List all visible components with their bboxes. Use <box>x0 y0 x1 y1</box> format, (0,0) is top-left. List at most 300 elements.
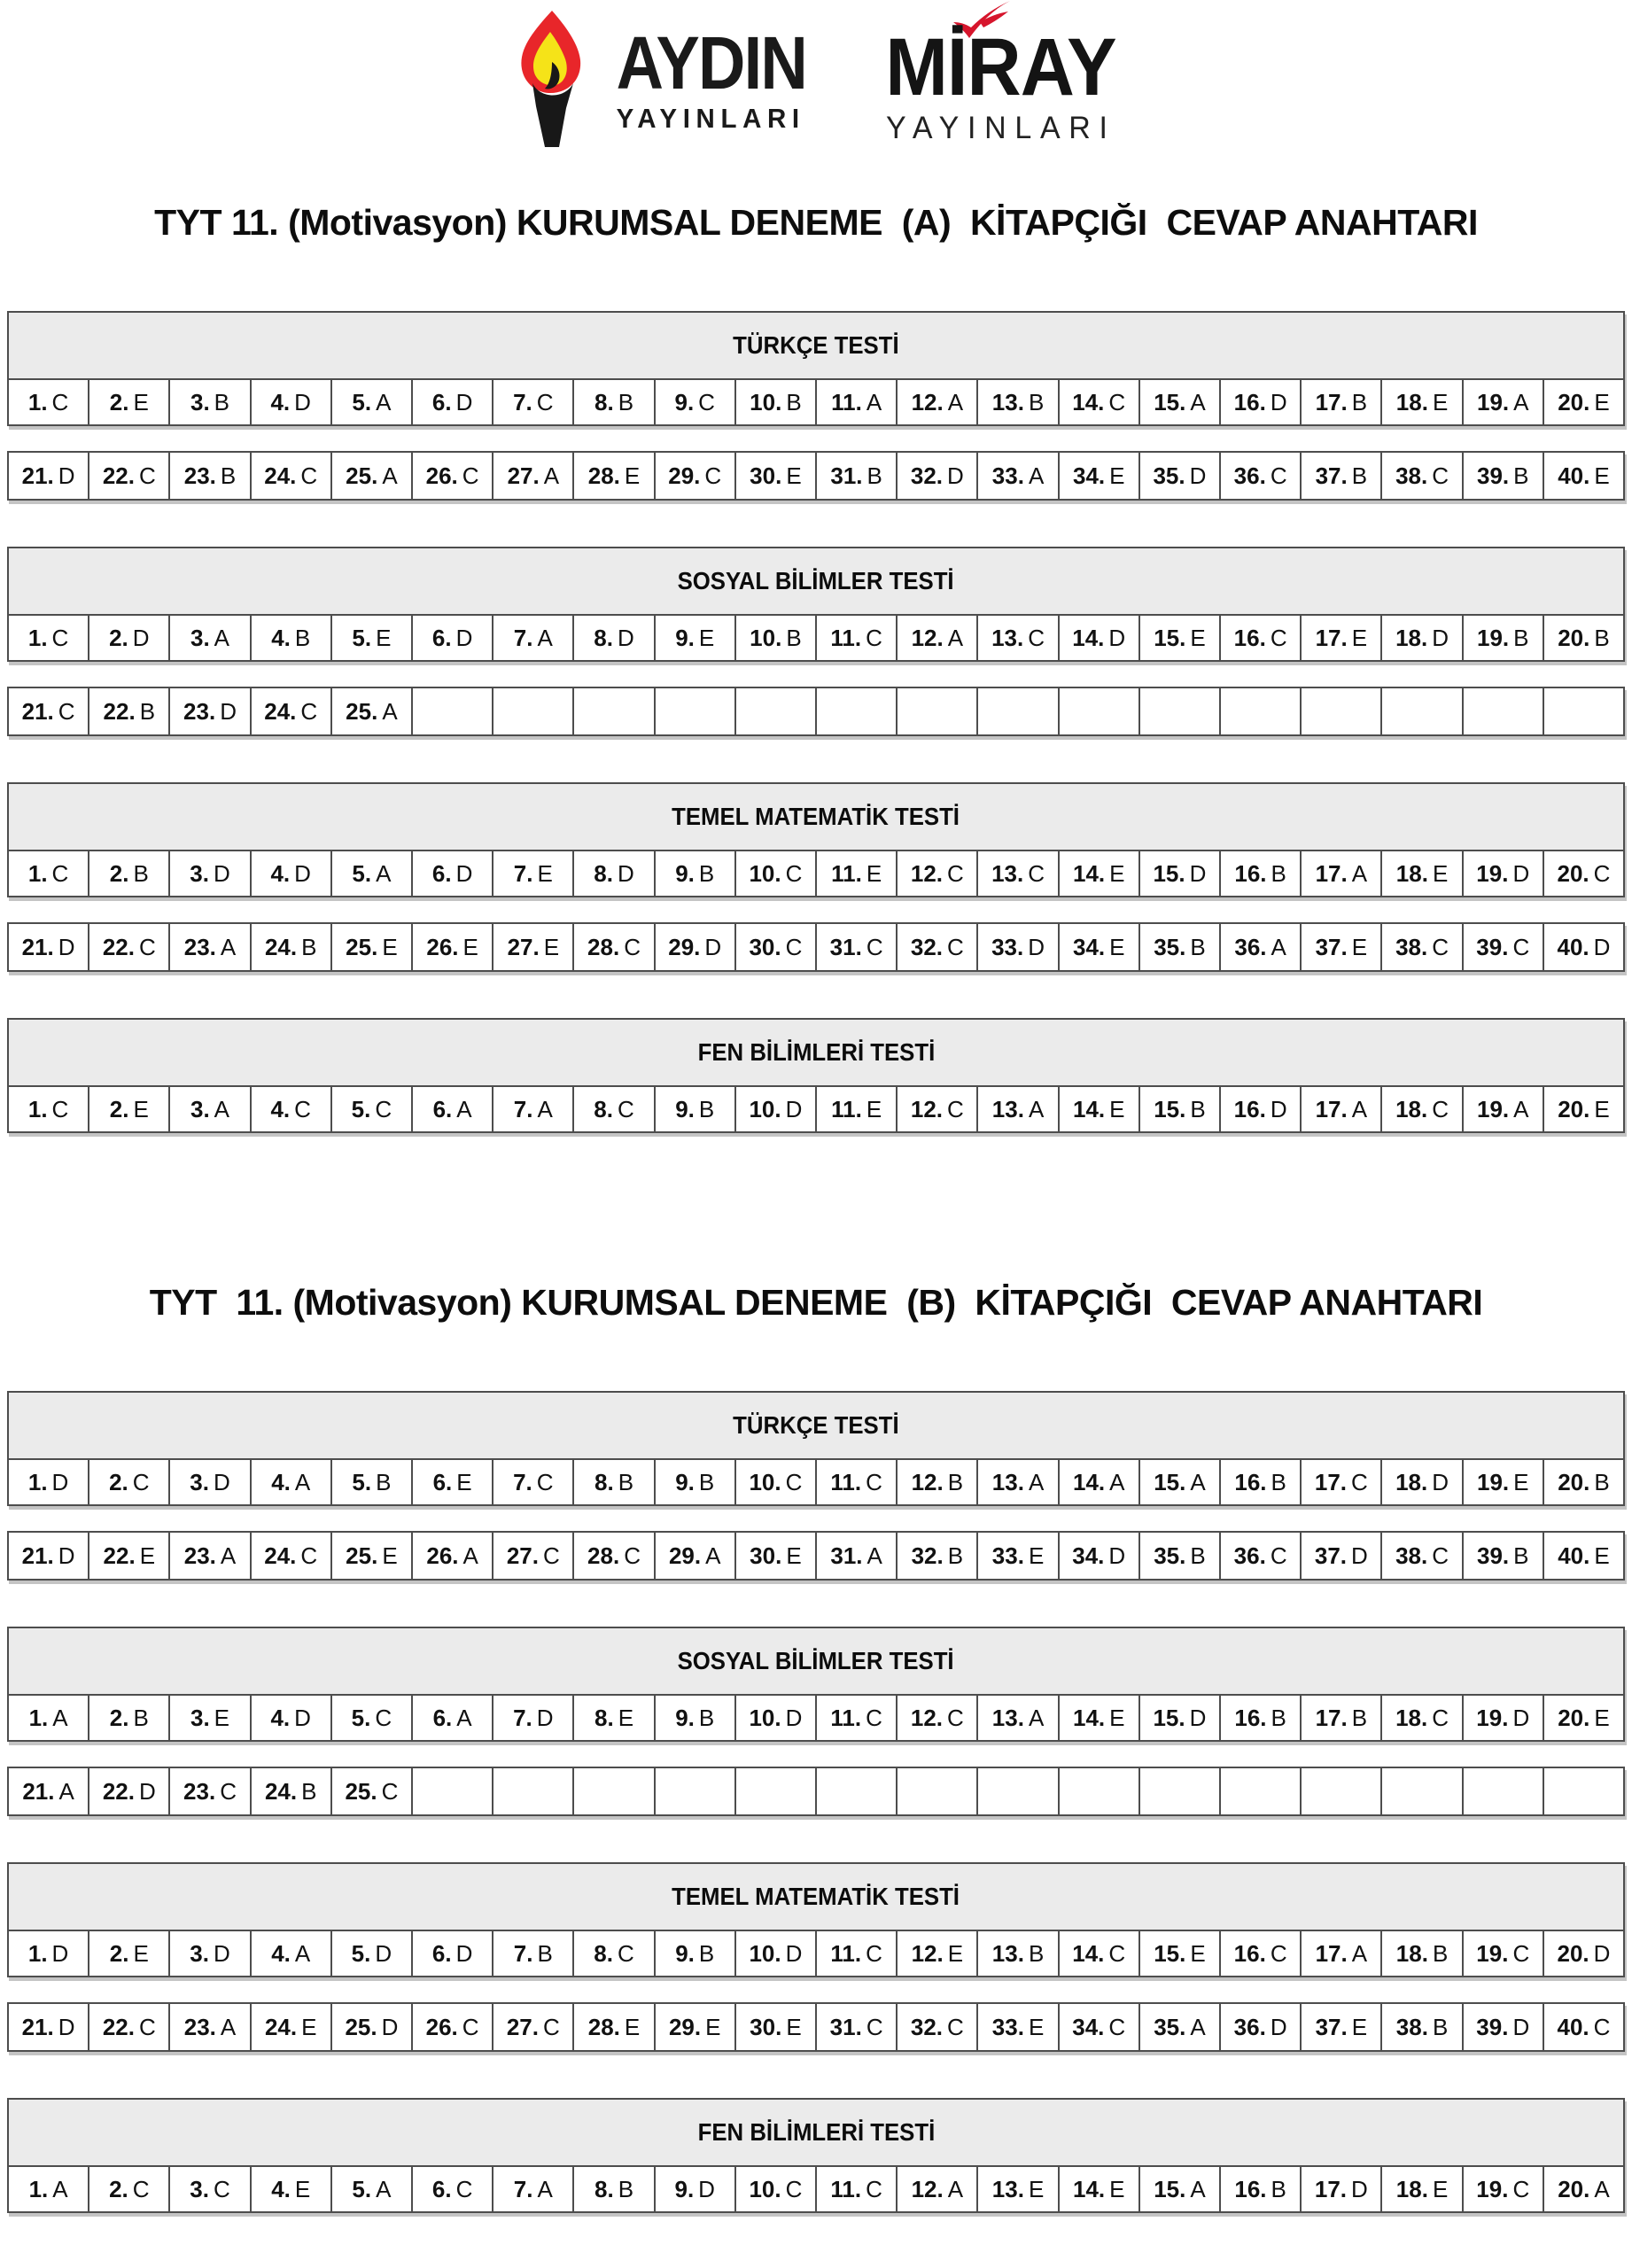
answer-cell: 19. E <box>1464 1460 1544 1504</box>
empty-cell <box>1221 688 1302 734</box>
answer-cell: 2. E <box>89 1087 170 1131</box>
answer-cell: 8. C <box>574 1087 655 1131</box>
answer-cell: 20. E <box>1558 1704 1610 1731</box>
answer-cell: 23. B <box>170 453 251 499</box>
answer-cell: 14. E <box>1060 851 1140 896</box>
answer-cell: 2. E <box>89 380 170 424</box>
answer-cell: 35. B <box>1140 924 1221 970</box>
answer-cell: 13. A <box>978 1460 1059 1504</box>
answer-cell: 12. A <box>898 380 978 424</box>
answer-cell: 21. D <box>9 2004 89 2050</box>
answer-cell: 26. E <box>413 924 493 970</box>
answer-row <box>9 924 1623 970</box>
answer-cell: 31. C <box>817 924 898 970</box>
empty-cell <box>1464 1768 1544 1814</box>
empty-cell <box>736 1768 817 1814</box>
answer-cell: 14. C <box>1060 380 1140 424</box>
answer-cell: 35. D <box>1140 453 1221 499</box>
answer-cell: 4. B <box>252 616 332 660</box>
answer-table-continued <box>7 687 1625 736</box>
answer-cell: 7. B <box>493 1931 574 1976</box>
test-section <box>7 311 1625 501</box>
answer-cell: 14. E <box>1060 1087 1140 1131</box>
answer-cell: 3. A <box>170 1087 251 1131</box>
answer-row <box>9 1458 1623 1504</box>
answer-cell: 22. C <box>89 2004 170 2050</box>
answer-cell: 8. D <box>574 851 655 896</box>
answer-cell: 32. B <box>898 1533 978 1579</box>
answer-cell: 8. C <box>574 1931 655 1976</box>
answer-cell: 39. B <box>1464 1533 1544 1579</box>
answer-cell: 5. E <box>332 616 413 660</box>
answer-cell: 39. C <box>1464 924 1544 970</box>
answer-cell: 1. C <box>9 380 89 424</box>
answer-cell: 13. C <box>978 851 1059 896</box>
answer-row <box>9 688 1623 734</box>
booklet-b <box>7 1282 1625 2213</box>
answer-row <box>9 378 1623 424</box>
answer-cell: 11. E <box>817 1087 898 1131</box>
answer-cell: 4. D <box>252 851 332 896</box>
empty-cell <box>656 688 736 734</box>
answer-cell: 9. B <box>656 1696 736 1740</box>
answer-cell: 1. D <box>9 1460 89 1504</box>
answer-cell: 1. A <box>9 1696 89 1740</box>
answer-cell: 11. C <box>817 2167 898 2211</box>
answer-cell: 4. A <box>252 1460 332 1504</box>
answer-table-continued <box>7 1767 1625 1816</box>
answer-cell: 36. A <box>1221 924 1302 970</box>
answer-cell: 7. A <box>493 1087 574 1131</box>
empty-cell <box>1221 1768 1302 1814</box>
answer-table-continued <box>7 1531 1625 1581</box>
answer-row <box>9 2004 1623 2050</box>
answer-cell: 20. C <box>1557 859 1611 887</box>
empty-cell <box>493 1768 574 1814</box>
answer-cell: 13. C <box>978 616 1059 660</box>
answer-cell: 16. B <box>1221 2167 1302 2211</box>
empty-cell <box>1382 1768 1463 1814</box>
answer-cell: 19. D <box>1464 1696 1544 1740</box>
answer-cell: 4. D <box>252 380 332 424</box>
miray-logo-text: MİRAY <box>885 22 1116 113</box>
answer-cell: 6. E <box>413 1460 493 1504</box>
answer-cell: 19. B <box>1464 616 1544 660</box>
answer-cell: 17. B <box>1302 380 1382 424</box>
answer-cell: 39. B <box>1464 453 1544 499</box>
answer-cell: 19. C <box>1464 2167 1544 2211</box>
answer-cell: 38. C <box>1382 453 1463 499</box>
answer-cell: 19. C <box>1464 1931 1544 1976</box>
answer-cell: 6. D <box>413 1931 493 1976</box>
answer-cell: 4. C <box>252 1087 332 1131</box>
answer-cell: 34. D <box>1060 1533 1140 1579</box>
answer-cell: 3. D <box>170 851 251 896</box>
answer-cell: 23. A <box>170 924 251 970</box>
answer-cell: 8. D <box>574 616 655 660</box>
answer-cell: 19. A <box>1464 1087 1544 1131</box>
answer-cell: 40. E <box>1558 462 1610 489</box>
answer-cell: 17. D <box>1302 2167 1382 2211</box>
answer-cell: 6. C <box>413 2167 493 2211</box>
answer-cell: 6. D <box>413 380 493 424</box>
answer-table-continued <box>7 451 1625 501</box>
answer-cell: 17. B <box>1302 1696 1382 1740</box>
answer-cell: 10. C <box>736 851 817 896</box>
answer-cell: 9. B <box>656 851 736 896</box>
test-section <box>7 1018 1625 1133</box>
answer-cell: 7. C <box>493 380 574 424</box>
answer-cell: 21. D <box>9 924 89 970</box>
answer-row <box>9 614 1623 660</box>
answer-cell: 1. D <box>9 1931 89 1976</box>
answer-table <box>7 1627 1625 1742</box>
answer-cell: 22. C <box>89 453 170 499</box>
answer-cell: 12. E <box>898 1931 978 1976</box>
answer-cell: 14. C <box>1060 1931 1140 1976</box>
answer-cell: 40. C <box>1557 2013 1611 2040</box>
answer-cell: 30. E <box>736 1533 817 1579</box>
empty-cell <box>1140 1768 1221 1814</box>
answer-cell: 31. C <box>817 2004 898 2050</box>
answer-cell: 10. D <box>736 1087 817 1131</box>
answer-cell: 9. B <box>656 1931 736 1976</box>
answer-cell: 14. D <box>1060 616 1140 660</box>
answer-cell: 15. B <box>1140 1087 1221 1131</box>
booklet-a <box>7 202 1625 1133</box>
empty-cell <box>413 1768 493 1814</box>
answer-cell: 37. E <box>1302 2004 1382 2050</box>
aydin-logo-text: AYDIN <box>616 21 806 105</box>
answer-cell: 23. A <box>170 2004 251 2050</box>
answer-cell: 33. E <box>978 2004 1059 2050</box>
answer-cell: 18. B <box>1382 1931 1463 1976</box>
test-section-title: TÜRKÇE TESTİ <box>733 1411 899 1440</box>
answer-cell: 13. B <box>978 380 1059 424</box>
miray-logo <box>875 22 1126 145</box>
answer-cell: 11. E <box>817 851 898 896</box>
answer-cell: 2. D <box>89 616 170 660</box>
test-section-title: TÜRKÇE TESTİ <box>733 331 899 360</box>
answer-row <box>9 1533 1623 1579</box>
answer-cell: 9. B <box>656 1087 736 1131</box>
test-section-header <box>9 313 1623 378</box>
answer-cell: 2. B <box>89 851 170 896</box>
answer-cell: 23. D <box>170 688 251 734</box>
test-section-title: SOSYAL BİLİMLER TESTİ <box>677 1647 955 1675</box>
empty-cell <box>978 688 1059 734</box>
answer-cell: 15. A <box>1140 2167 1221 2211</box>
answer-cell: 18. E <box>1382 851 1463 896</box>
answer-cell: 3. D <box>170 1931 251 1976</box>
answer-cell: 10. C <box>736 1460 817 1504</box>
answer-cell: 4. D <box>252 1696 332 1740</box>
answer-cell: 10. B <box>736 616 817 660</box>
empty-cell <box>574 688 655 734</box>
answer-cell: 19. D <box>1464 851 1544 896</box>
test-section-title: TEMEL MATEMATİK TESTİ <box>672 1883 960 1911</box>
answer-cell: 24. E <box>252 2004 332 2050</box>
answer-table <box>7 782 1625 897</box>
answer-cell: 25. A <box>332 453 413 499</box>
answer-cell: 15. D <box>1140 851 1221 896</box>
empty-cell <box>1140 688 1221 734</box>
answer-cell: 28. E <box>574 453 655 499</box>
answer-cell: 3. B <box>170 380 251 424</box>
test-section-header <box>9 548 1623 614</box>
answer-cell: 20. B <box>1558 1468 1610 1495</box>
publisher-logos <box>7 0 1625 152</box>
empty-cell <box>898 688 978 734</box>
answer-cell: 27. A <box>493 453 574 499</box>
answer-cell: 9. D <box>656 2167 736 2211</box>
answer-table <box>7 547 1625 662</box>
answer-cell: 15. A <box>1140 380 1221 424</box>
test-section-title: FEN BİLİMLERİ TESTİ <box>697 2118 935 2147</box>
answer-cell: 5. A <box>332 380 413 424</box>
answer-cell: 12. A <box>898 2167 978 2211</box>
answer-cell: 11. C <box>817 1931 898 1976</box>
answer-cell: 10. B <box>736 380 817 424</box>
answer-cell: 24. B <box>252 1768 332 1814</box>
answer-cell: 26. A <box>413 1533 493 1579</box>
answer-cell: 18. C <box>1382 1087 1463 1131</box>
answer-cell: 28. C <box>574 1533 655 1579</box>
empty-cell <box>1060 1768 1140 1814</box>
test-section-title: TEMEL MATEMATİK TESTİ <box>672 803 960 831</box>
answer-cell: 21. A <box>9 1768 89 1814</box>
answer-cell: 12. C <box>898 1087 978 1131</box>
answer-cell: 25. C <box>332 1768 413 1814</box>
answer-cell: 36. D <box>1221 2004 1302 2050</box>
answer-table <box>7 1391 1625 1506</box>
answer-cell: 12. A <box>898 616 978 660</box>
answer-cell: 29. C <box>656 453 736 499</box>
answer-table <box>7 311 1625 426</box>
answer-cell: 5. C <box>332 1087 413 1131</box>
answer-cell: 14. A <box>1060 1460 1140 1504</box>
answer-cell: 8. E <box>574 1696 655 1740</box>
answer-cell: 34. C <box>1060 2004 1140 2050</box>
answer-cell: 7. A <box>493 2167 574 2211</box>
answer-cell: 18. D <box>1382 1460 1463 1504</box>
answer-cell: 18. E <box>1382 380 1463 424</box>
booklet-b-sections <box>7 1391 1625 2213</box>
answer-cell: 22. B <box>89 688 170 734</box>
answer-cell: 3. A <box>170 616 251 660</box>
answer-row <box>9 1694 1623 1740</box>
answer-cell: 19. A <box>1464 380 1544 424</box>
answer-cell: 14. E <box>1060 2167 1140 2211</box>
answer-cell: 9. C <box>656 380 736 424</box>
answer-cell: 26. C <box>413 453 493 499</box>
empty-cell <box>574 1768 655 1814</box>
answer-cell: 37. D <box>1302 1533 1382 1579</box>
answer-cell: 6. A <box>413 1087 493 1131</box>
answer-cell: 13. A <box>978 1696 1059 1740</box>
answer-cell: 15. E <box>1140 616 1221 660</box>
empty-cell <box>817 1768 898 1814</box>
empty-cell <box>817 688 898 734</box>
answer-cell: 5. D <box>332 1931 413 1976</box>
answer-cell: 30. C <box>736 924 817 970</box>
test-section <box>7 547 1625 736</box>
answer-cell: 28. E <box>574 2004 655 2050</box>
test-section-title: FEN BİLİMLERİ TESTİ <box>697 1038 935 1067</box>
answer-cell: 16. B <box>1221 1460 1302 1504</box>
answer-cell: 30. E <box>736 453 817 499</box>
answer-cell: 2. E <box>89 1931 170 1976</box>
test-section-header <box>9 1628 1623 1694</box>
answer-cell: 29. D <box>656 924 736 970</box>
test-section <box>7 1627 1625 1816</box>
answer-cell: 21. D <box>9 1533 89 1579</box>
empty-cell <box>1382 688 1463 734</box>
answer-cell: 38. B <box>1382 2004 1463 2050</box>
empty-cell <box>1464 688 1544 734</box>
answer-cell: 2. C <box>89 1460 170 1504</box>
test-section <box>7 1862 1625 2052</box>
answer-cell: 9. E <box>656 616 736 660</box>
answer-cell: 17. A <box>1302 1931 1382 1976</box>
answer-row <box>9 1768 1623 1814</box>
answer-cell: 21. D <box>9 453 89 499</box>
answer-cell: 5. A <box>332 851 413 896</box>
aydin-logo-subtitle: YAYINLARI <box>616 102 806 134</box>
answer-cell: 24. C <box>252 453 332 499</box>
answer-cell: 22. C <box>89 924 170 970</box>
answer-cell: 38. C <box>1382 1533 1463 1579</box>
answer-cell: 30. E <box>736 2004 817 2050</box>
answer-cell: 32. D <box>898 453 978 499</box>
answer-cell: 25. E <box>332 1533 413 1579</box>
answer-cell: 20. E <box>1558 1095 1610 1122</box>
answer-cell: 27. C <box>493 2004 574 2050</box>
answer-cell: 20. A <box>1558 2175 1610 2202</box>
answer-cell: 40. E <box>1558 1542 1610 1569</box>
empty-cell <box>736 688 817 734</box>
answer-cell: 5. A <box>332 2167 413 2211</box>
answer-cell: 27. E <box>493 924 574 970</box>
answer-cell: 28. C <box>574 924 655 970</box>
answer-cell: 8. B <box>574 2167 655 2211</box>
test-section-title: SOSYAL BİLİMLER TESTİ <box>677 567 955 595</box>
answer-cell: 16. D <box>1221 1087 1302 1131</box>
answer-cell: 12. B <box>898 1460 978 1504</box>
answer-cell: 38. C <box>1382 924 1463 970</box>
answer-cell: 37. B <box>1302 453 1382 499</box>
miray-logo-subtitle: YAYINLARI <box>885 110 1116 145</box>
answer-cell: 23. A <box>170 1533 251 1579</box>
answer-cell: 10. C <box>736 2167 817 2211</box>
answer-cell: 15. D <box>1140 1696 1221 1740</box>
answer-cell: 18. D <box>1382 616 1463 660</box>
test-section-header <box>9 2100 1623 2165</box>
empty-cell <box>1544 688 1623 734</box>
answer-table <box>7 2098 1625 2213</box>
answer-cell: 1. C <box>9 1087 89 1131</box>
answer-cell: 1. C <box>9 616 89 660</box>
answer-cell: 18. C <box>1382 1696 1463 1740</box>
empty-cell <box>1302 688 1382 734</box>
answer-cell: 29. E <box>656 2004 736 2050</box>
answer-cell: 31. A <box>817 1533 898 1579</box>
answer-table-continued <box>7 2002 1625 2052</box>
answer-cell: 20. B <box>1558 624 1610 651</box>
answer-cell: 12. C <box>898 851 978 896</box>
answer-row <box>9 2165 1623 2211</box>
torch-icon <box>506 9 598 155</box>
answer-cell: 24. C <box>252 688 332 734</box>
answer-cell: 11. C <box>817 616 898 660</box>
answer-cell: 13. B <box>978 1931 1059 1976</box>
answer-cell: 6. D <box>413 616 493 660</box>
answer-cell: 10. D <box>736 1696 817 1740</box>
answer-cell: 17. C <box>1302 1460 1382 1504</box>
answer-cell: 12. C <box>898 1696 978 1740</box>
answer-cell: 32. C <box>898 2004 978 2050</box>
empty-cell <box>1544 1768 1623 1814</box>
test-section-header <box>9 1020 1623 1085</box>
answer-cell: 16. D <box>1221 380 1302 424</box>
answer-cell: 24. B <box>252 924 332 970</box>
booklet-a-title: TYT 11. (Motivasyon) KURUMSAL DENEME (A) KİTAPÇIĞI CEVAP ANAHTARI <box>154 202 1478 243</box>
test-section-header <box>9 784 1623 850</box>
answer-cell: 34. E <box>1060 924 1140 970</box>
answer-cell: 11. C <box>817 1696 898 1740</box>
answer-cell: 20. E <box>1558 388 1610 416</box>
answer-row <box>9 850 1623 896</box>
aydin-logo <box>506 9 820 155</box>
answer-cell: 5. B <box>332 1460 413 1504</box>
answer-cell: 29. A <box>656 1533 736 1579</box>
empty-cell <box>898 1768 978 1814</box>
answer-cell: 33. E <box>978 1533 1059 1579</box>
empty-cell <box>493 688 574 734</box>
answer-cell: 8. B <box>574 1460 655 1504</box>
answer-cell: 4. A <box>252 1931 332 1976</box>
answer-cell: 25. E <box>332 924 413 970</box>
answer-cell: 13. E <box>978 2167 1059 2211</box>
answer-cell: 3. E <box>170 1696 251 1740</box>
answer-table <box>7 1018 1625 1133</box>
answer-cell: 33. A <box>978 453 1059 499</box>
answer-cell: 31. B <box>817 453 898 499</box>
answer-cell: 18. E <box>1382 2167 1463 2211</box>
answer-cell: 17. A <box>1302 1087 1382 1131</box>
answer-cell: 36. C <box>1221 1533 1302 1579</box>
booklet-b-title: TYT 11. (Motivasyon) KURUMSAL DENEME (B) KİTAPÇIĞI CEVAP ANAHTARI <box>149 1282 1483 1324</box>
answer-cell: 3. C <box>170 2167 251 2211</box>
answer-cell: 6. D <box>413 851 493 896</box>
answer-cell: 16. C <box>1221 616 1302 660</box>
empty-cell <box>656 1768 736 1814</box>
answer-cell: 33. D <box>978 924 1059 970</box>
answer-cell: 1. C <box>9 851 89 896</box>
answer-cell: 5. C <box>332 1696 413 1740</box>
test-section <box>7 2098 1625 2213</box>
answer-cell: 2. C <box>89 2167 170 2211</box>
test-section-header <box>9 1864 1623 1930</box>
answer-cell: 25. A <box>332 688 413 734</box>
answer-cell: 21. C <box>9 688 89 734</box>
answer-cell: 32. C <box>898 924 978 970</box>
answer-cell: 39. D <box>1464 2004 1544 2050</box>
answer-cell: 13. A <box>978 1087 1059 1131</box>
answer-cell: 11. C <box>817 1460 898 1504</box>
answer-table-continued <box>7 922 1625 972</box>
test-section-header <box>9 1393 1623 1458</box>
